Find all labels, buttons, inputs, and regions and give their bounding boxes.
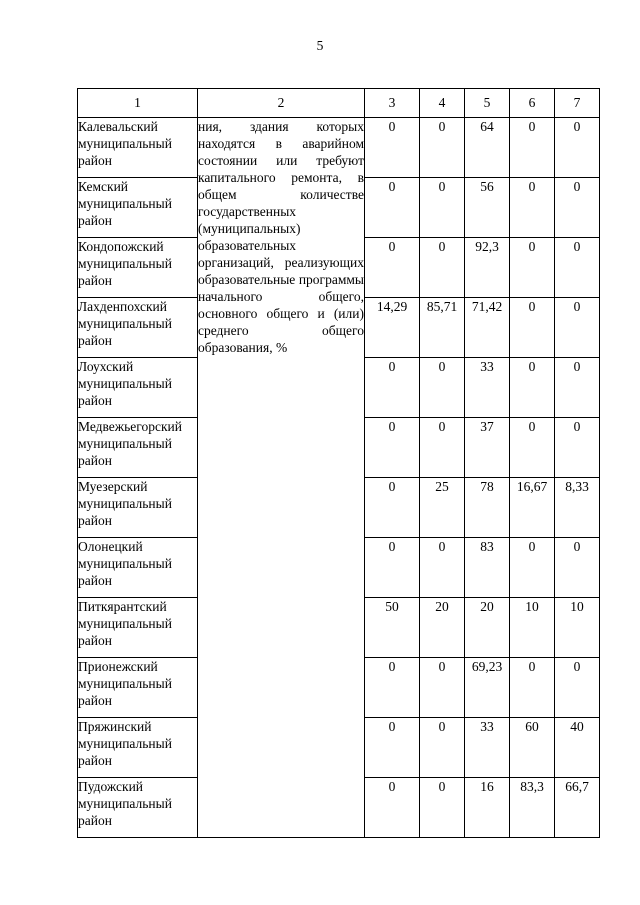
indicator-description: ния, здания которых находятся в аварийном состоянии или требуют капитального ремонта, в общем количестве государственных (муниципальных) образовательных организаций, реализующих образовательные программы начального общего, основного общего и (или) среднего общего образования, %	[198, 118, 365, 838]
district-name: Питкярантский муниципальный район	[78, 598, 198, 658]
value-cell: 0	[510, 298, 555, 358]
column-header: 5	[465, 89, 510, 118]
column-header: 2	[198, 89, 365, 118]
value-cell: 0	[420, 178, 465, 238]
column-header: 3	[365, 89, 420, 118]
value-cell: 20	[420, 598, 465, 658]
value-cell: 33	[465, 718, 510, 778]
value-cell: 0	[365, 238, 420, 298]
district-name: Медвежьегорский муниципальный район	[78, 418, 198, 478]
column-header: 6	[510, 89, 555, 118]
value-cell: 0	[420, 118, 465, 178]
value-cell: 14,29	[365, 298, 420, 358]
value-cell: 85,71	[420, 298, 465, 358]
value-cell: 16	[465, 778, 510, 838]
column-header: 7	[555, 89, 600, 118]
column-header: 1	[78, 89, 198, 118]
district-name: Пряжинский муниципальный район	[78, 718, 198, 778]
district-name: Лоухский муниципальный район	[78, 358, 198, 418]
value-cell: 37	[465, 418, 510, 478]
value-cell: 0	[365, 538, 420, 598]
value-cell: 92,3	[465, 238, 510, 298]
value-cell: 0	[510, 238, 555, 298]
value-cell: 0	[555, 238, 600, 298]
district-name: Олонецкий муниципальный район	[78, 538, 198, 598]
value-cell: 0	[420, 238, 465, 298]
value-cell: 69,23	[465, 658, 510, 718]
value-cell: 0	[365, 118, 420, 178]
value-cell: 0	[510, 358, 555, 418]
value-cell: 0	[555, 298, 600, 358]
value-cell: 0	[420, 718, 465, 778]
value-cell: 0	[420, 658, 465, 718]
value-cell: 0	[555, 418, 600, 478]
value-cell: 0	[420, 778, 465, 838]
value-cell: 0	[365, 478, 420, 538]
value-cell: 8,33	[555, 478, 600, 538]
district-name: Муезерский муниципальный район	[78, 478, 198, 538]
value-cell: 0	[365, 658, 420, 718]
value-cell: 0	[555, 538, 600, 598]
district-name: Пудожский муниципальный район	[78, 778, 198, 838]
district-name: Прионежский муниципальный район	[78, 658, 198, 718]
value-cell: 0	[555, 358, 600, 418]
value-cell: 0	[555, 118, 600, 178]
value-cell: 0	[365, 718, 420, 778]
value-cell: 83	[465, 538, 510, 598]
value-cell: 0	[510, 178, 555, 238]
table-header-row	[78, 89, 600, 118]
value-cell: 10	[555, 598, 600, 658]
value-cell: 50	[365, 598, 420, 658]
value-cell: 0	[510, 658, 555, 718]
value-cell: 0	[510, 118, 555, 178]
district-name: Лахденпохский муниципальный район	[78, 298, 198, 358]
value-cell: 83,3	[510, 778, 555, 838]
data-table	[77, 88, 600, 838]
value-cell: 0	[365, 358, 420, 418]
table-row	[78, 118, 600, 178]
value-cell: 0	[420, 418, 465, 478]
value-cell: 0	[365, 418, 420, 478]
value-cell: 78	[465, 478, 510, 538]
column-header: 4	[420, 89, 465, 118]
value-cell: 0	[365, 778, 420, 838]
value-cell: 0	[555, 178, 600, 238]
value-cell: 0	[510, 418, 555, 478]
value-cell: 20	[465, 598, 510, 658]
district-name: Кондопожский муниципальный район	[78, 238, 198, 298]
value-cell: 10	[510, 598, 555, 658]
value-cell: 66,7	[555, 778, 600, 838]
value-cell: 56	[465, 178, 510, 238]
value-cell: 60	[510, 718, 555, 778]
value-cell: 0	[420, 358, 465, 418]
value-cell: 25	[420, 478, 465, 538]
value-cell: 33	[465, 358, 510, 418]
page-number: 5	[316, 38, 324, 53]
value-cell: 71,42	[465, 298, 510, 358]
value-cell: 0	[510, 538, 555, 598]
value-cell: 0	[555, 658, 600, 718]
value-cell: 0	[420, 538, 465, 598]
district-name: Калевальский муниципальный район	[78, 118, 198, 178]
value-cell: 64	[465, 118, 510, 178]
value-cell: 40	[555, 718, 600, 778]
value-cell: 16,67	[510, 478, 555, 538]
district-name: Кемский муниципальный район	[78, 178, 198, 238]
value-cell: 0	[365, 178, 420, 238]
